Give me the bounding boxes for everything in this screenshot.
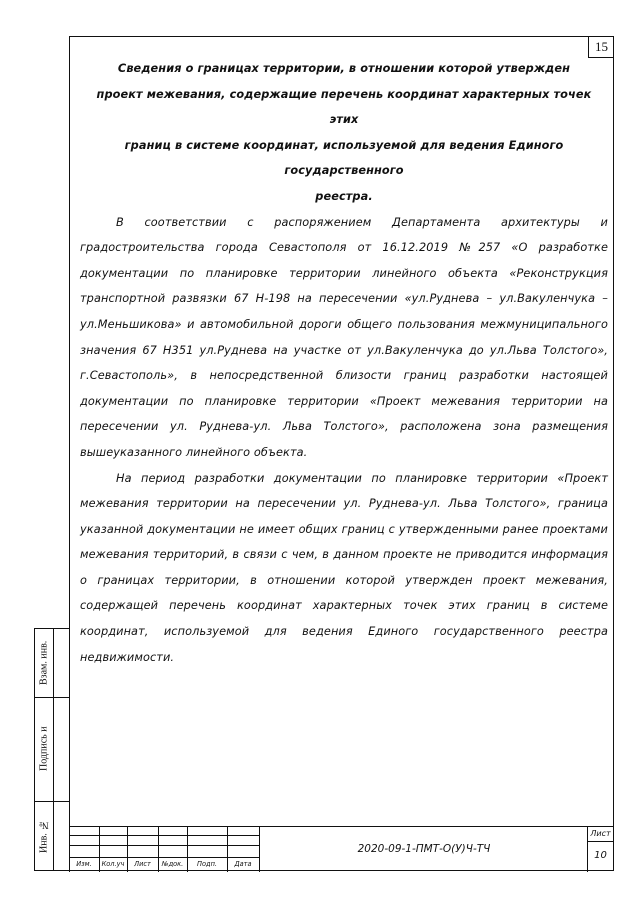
stamp-line	[69, 845, 259, 846]
side-label-signature: Подпись и	[38, 726, 50, 772]
paragraph: На период разработки документации по планировке территории «Проект межевания территории на пересечении ул. Руднева-ул. Льва Толстого», граница указанной документации не имеет общих границ с утвержденными ранее проектами межевания территорий, в связи с чем, в данном проекте не приводится информация о границах территории, в отношении которой утвержден проект межевания, содержащей перечень координат характерных точек этих границ в системе координат, используемой для ведения Единого государственного реестра недвижимости.	[80, 471, 608, 664]
stamp-header: №док.	[161, 860, 184, 868]
side-label-inventory-number: Инв. №	[38, 819, 50, 854]
section-title	[80, 56, 608, 210]
page-number: 15	[588, 36, 614, 58]
paragraph: В соответствии с распоряжением Департамента архитектуры и градостроительства города Севастополя от 16.12.2019 №257 «О разработке документации по планировке территории линейного объекта «Реконструкция транспортной развязки 67 Н-198 на пересечении «ул.Руднева – ул.Вакуленчука – ул.Меньшикова» и автомобильной дороги общего пользования межмуниципального значения 67 Н351 ул.Руднева на участке от ул.Вакуленчука до ул.Льва Толстого», г.Севастополь», в непосредственной близости границ разработки настоящей документации по планировке территории «Проект межевания территории на пересечении ул. Руднева-ул. Льва Толстого», расположена зона размещения вышеуказанного линейного объекта.	[80, 215, 608, 459]
title-line: реестра.	[315, 189, 373, 203]
stamp-header: Дата	[234, 860, 252, 868]
title-line: Сведения о границах территории, в отношении которой утвержден	[117, 62, 571, 75]
title-block	[69, 826, 614, 871]
document-body	[80, 56, 608, 670]
stamp-header: Лист	[134, 860, 151, 868]
side-label-replacement-inv: Взам. инв.	[38, 640, 50, 686]
document-code: 2020-09-1-ПМТ-О(У)Ч-ТЧ	[357, 843, 491, 855]
stamp-header: Подп.	[197, 860, 217, 868]
title-line: границ в системе координат, используемой для ведения Единого государственного	[124, 138, 564, 178]
stamp-header: Изм.	[76, 860, 92, 868]
side-approval-strip	[34, 628, 69, 871]
title-line: проект межевания, содержащие перечень координат характерных точек этих	[96, 87, 592, 127]
stamp-header: Кол.уч	[101, 860, 125, 868]
sheet-number: 10	[594, 850, 607, 861]
sheet-label: Лист	[590, 829, 611, 838]
stamp-line	[69, 835, 259, 836]
